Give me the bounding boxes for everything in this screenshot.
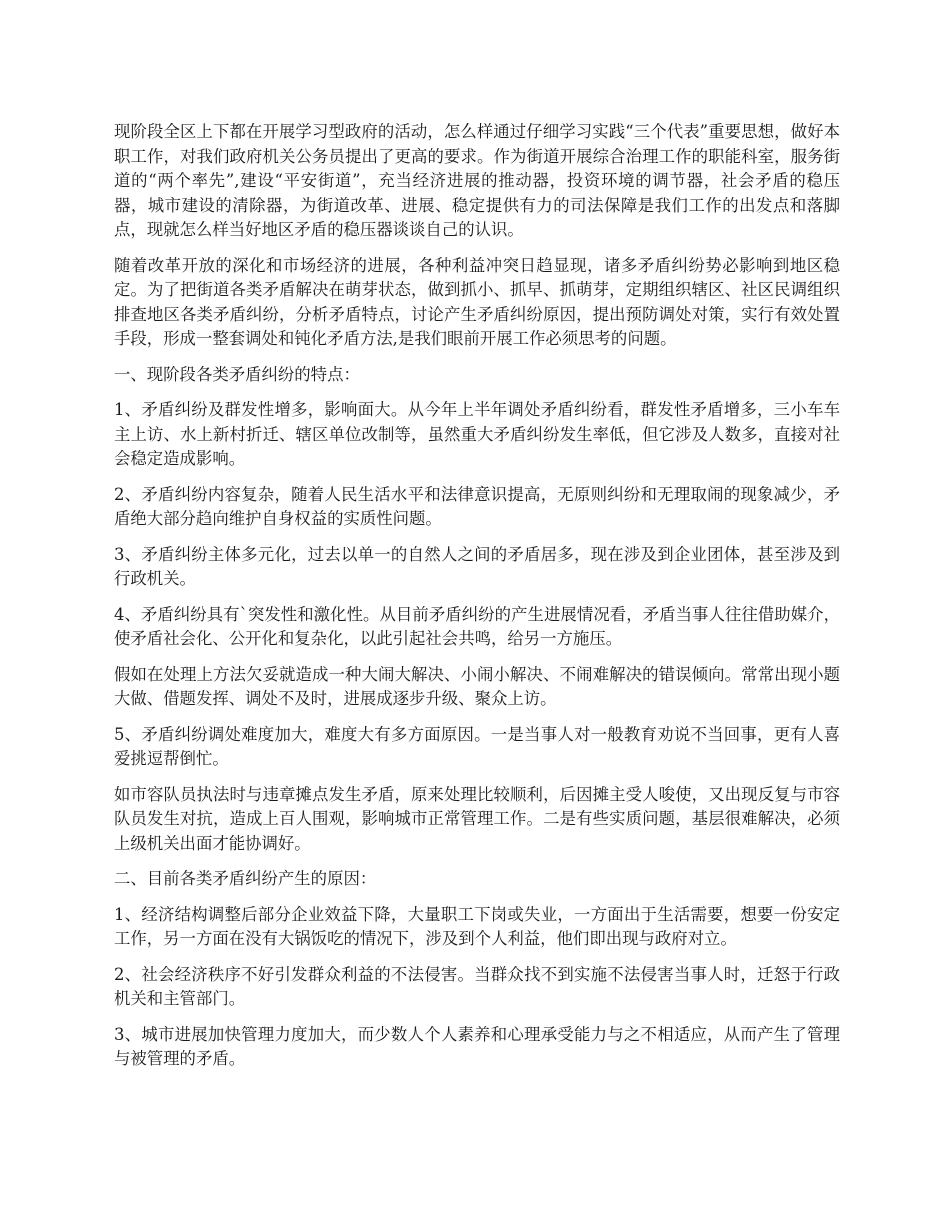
list-item-cause-3: 3、城市进展加快管理力度加大，而少数人个人素养和心理承受能力与之不相适应，从而产生了管理与被管理的矛盾。 (114, 1024, 840, 1068)
list-item-characteristic-2: 2、矛盾纠纷内容复杂，随着人民生活水平和法律意识提高，无原则纠纷和无理取闹的现象减少，矛盾绝大部分趋向维护自身权益的实质性问题。 (114, 484, 840, 528)
list-item-cause-1: 1、经济结构调整后部分企业效益下降，大量职工下岗或失业，一方面出于生活需要，想要一份安定工作，另一方面在没有大锅饭吃的情况下，涉及到个人利益，他们即出现与政府对立。 (114, 904, 840, 948)
document-body (114, 120, 840, 1083)
paragraph-characteristic-4-detail: 假如在处理上方法欠妥就造成一种大闹大解决、小闹小解决、不闹难解决的错误倾向。常常出现小题大做、借题发挥、调处不及时，进展成逐步升级、聚众上访。 (114, 664, 840, 708)
list-item-characteristic-4: 4、矛盾纠纷具有`突发性和激化性。从目前矛盾纠纷的产生进展情况看，矛盾当事人往往借助媒介，使矛盾社会化、公开化和复杂化，以此引起社会共鸣，给另一方施压。 (114, 604, 840, 648)
list-item-characteristic-3: 3、矛盾纠纷主体多元化，过去以单一的自然人之间的矛盾居多，现在涉及到企业团体，甚至涉及到行政机关。 (114, 544, 840, 588)
section-heading-characteristics: 一、现阶段各类矛盾纠纷的特点： (114, 364, 360, 384)
list-item-cause-2: 2、社会经济秩序不好引发群众利益的不法侵害。当群众找不到实施不法侵害当事人时，迁怒于行政机关和主管部门。 (114, 964, 840, 1008)
paragraph-background: 随着改革开放的深化和市场经济的进展，各种利益冲突日趋显现，诸多矛盾纠纷势必影响到地区稳定。为了把街道各类矛盾解决在萌芽状态，做到抓小、抓早、抓萌芽，定期组织辖区、社区民调组织排查地区各类矛盾纠纷，分析矛盾特点，讨论产生矛盾纠纷原因，提出预防调处对策，实行有效处置手段，形成一整套调处和钝化矛盾方法,是我们眼前开展工作必须思考的问题。 (114, 255, 840, 348)
paragraph-characteristic-5-detail: 如市容队员执法时与违章摊点发生矛盾，原来处理比较顺利，后因摊主受人唆使，又出现反复与市容队员发生对抗，造成上百人围观，影响城市正常管理工作。二是有些实质问题，基层很难解决，必须上级机关出面才能协调好。 (114, 784, 840, 853)
list-item-characteristic-5: 5、矛盾纠纷调处难度加大，难度大有多方面原因。一是当事人对一般教育劝说不当回事，更有人喜爱挑逗帮倒忙。 (114, 724, 840, 768)
paragraph-intro: 现阶段全区上下都在开展学习型政府的活动，怎么样通过仔细学习实践“三个代表”重要思想，做好本职工作，对我们政府机关公务员提出了更高的要求。作为街道开展综合治理工作的职能科室，服务街道的“两个率先”,建设“平安街道”，充当经济进展的推动器，投资环境的调节器，社会矛盾的稳压器，城市建设的清除器，为街道改革、进展、稳定提供有力的司法保障是我们工作的出发点和落脚点，现就怎么样当好地区矛盾的稳压器谈谈自己的认识。 (114, 122, 840, 239)
section-heading-causes: 二、目前各类矛盾纠纷产生的原因： (114, 869, 377, 888)
list-item-characteristic-1: 1、矛盾纠纷及群发性增多，影响面大。从今年上半年调处矛盾纠纷看，群发性矛盾增多，三小车车主上访、水上新村折迁、辖区单位改制等，虽然重大矛盾纠纷发生率低，但它涉及人数多，直接对社会稳定造成影响。 (114, 400, 840, 468)
